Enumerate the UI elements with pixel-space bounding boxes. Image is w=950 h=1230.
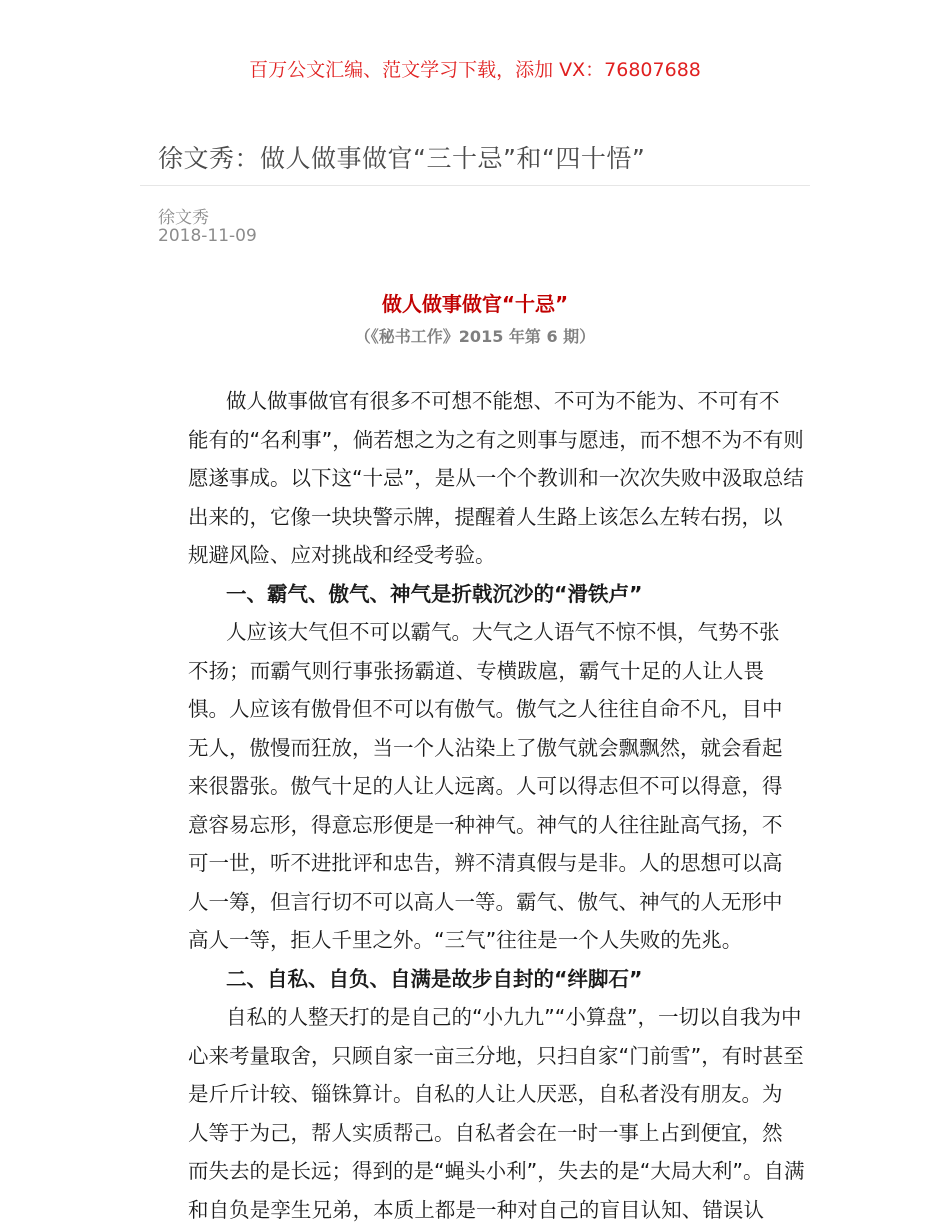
section-heading: 一、霸气、傲气、神气是折戟沉沙的“滑铁卢” [226,581,643,606]
section-source: （《秘书工作》2015 年第 6 期） [354,327,596,346]
paragraph-line: 来很嚣张。傲气十足的人让人远离。人可以得志但不可以得意，得 [188,774,783,798]
paragraph-line: 意容易忘形，得意忘形便是一种神气。神气的人往往趾高气扬，不 [188,812,783,837]
article-author[interactable]: 徐文秀 [158,208,209,228]
promo-banner: 百万公文汇编、范文学习下载，添加 VX：76807688 [249,59,701,81]
paragraph-line: 做人做事做官有很多不可想不能想、不可为不能为、不可有不 [226,389,780,413]
paragraph-line: 惧。人应该有傲骨但不可以有傲气。傲气之人往往自命不凡，目中 [188,697,783,721]
paragraph-line: 自私的人整天打的是自己的“小九九”“小算盘”，一切以自我为中 [226,1005,802,1029]
paragraph-line: 无人，傲慢而狂放，当一个人沾染上了傲气就会飘飘然，就会看起 [188,735,783,760]
paragraph-line: 可一世，听不进批评和忠告，辨不清真假与是非。人的思想可以高 [188,851,783,875]
section-heading: 二、自私、自负、自满是故步自封的“绊脚石” [226,966,643,991]
article-date: 2018-11-09 [158,226,257,246]
paragraph-line: 人等于为己，帮人实质帮己。自私者会在一时一事上占到便宜，然 [188,1120,783,1145]
paragraph-line: 人应该大气但不可以霸气。大气之人语气不惊不惧，气势不张 [226,620,780,644]
article-title: 徐文秀：做人做事做官“三十忌”和“四十悟” [158,144,646,173]
paragraph-line: 而失去的是长远；得到的是“蝇头小利”，失去的是“大局大利”。自满 [188,1159,805,1183]
paragraph-line: 能有的“名利事”，倘若想之为之有之则事与愿违，而不想不为不有则 [188,427,804,452]
paragraph-line: 高人一等，拒人千里之外。“三气”往往是一个人失败的先兆。 [188,928,743,952]
article-body [188,382,805,1229]
paragraph-line: 出来的，它像一块块警示牌，提醒着人生路上该怎么左转右拐，以 [188,504,783,529]
section-title: 做人做事做官“十忌” [381,292,569,316]
paragraph-line: 规避风险、应对挑战和经受考验。 [188,543,496,567]
paragraph-line: 愿遂事成。以下这“十忌”，是从一个个教训和一次次失败中汲取总结 [188,466,804,490]
paragraph-line: 人一筹，但言行切不可以高人一等。霸气、傲气、神气的人无形中 [188,889,783,914]
paragraph-line: 和自负是孪生兄弟，本质上都是一种对自己的盲目认知、错误认 [188,1197,764,1222]
paragraph-line: 心来考量取舍，只顾自家一亩三分地，只扫自家“门前雪”，有时甚至 [188,1043,804,1068]
paragraph-line: 是斤斤计较、锱铢算计。自私的人让人厌恶，自私者没有朋友。为 [188,1082,783,1106]
title-divider [140,185,810,186]
paragraph-line: 不扬；而霸气则行事张扬霸道、专横跋扈，霸气十足的人让人畏 [188,658,764,683]
